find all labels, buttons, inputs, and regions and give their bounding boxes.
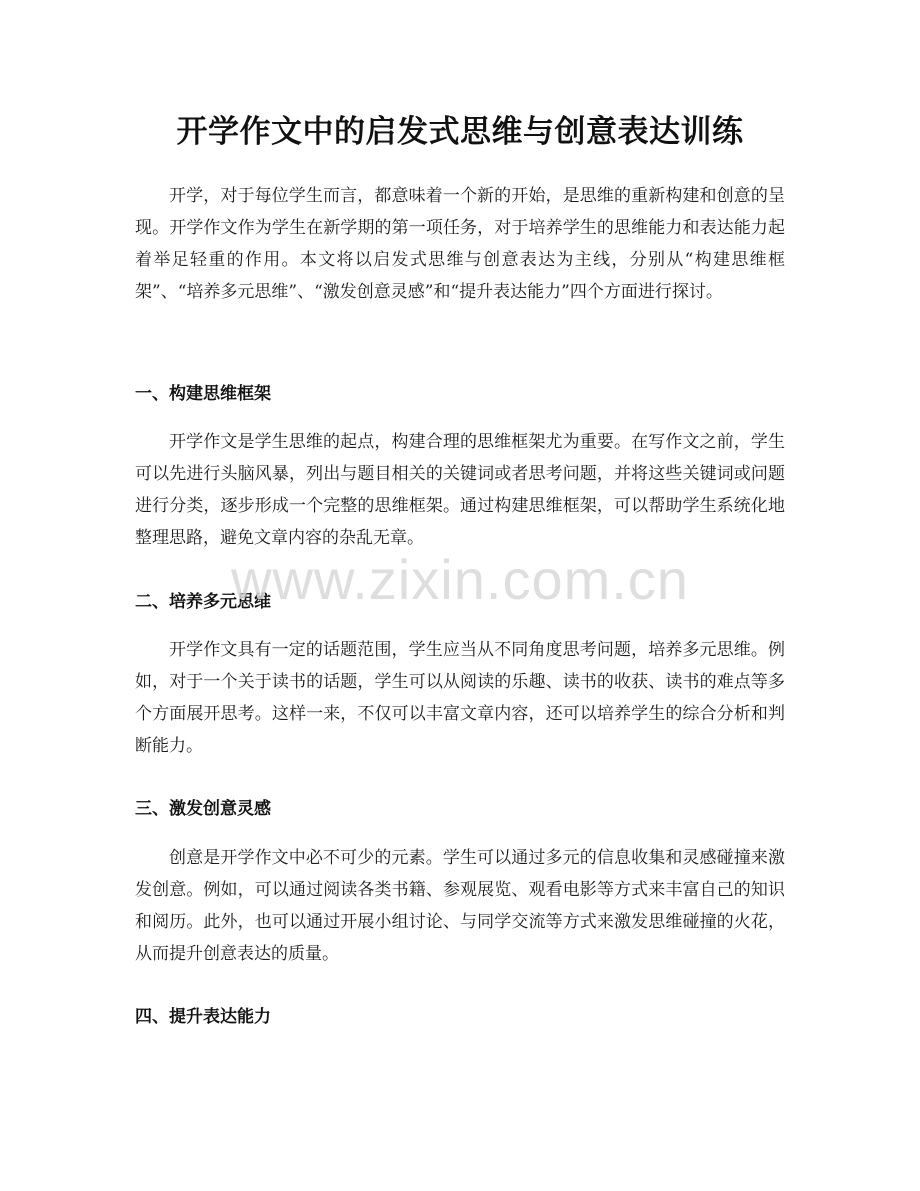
section-2-heading: 二、培养多元思维	[135, 592, 271, 612]
intro-paragraph: 开学，对于每位学生而言，都意味着一个新的开始，是思维的重新构建和创意的呈现。开学作文作为学生在新学期的第一项任务，对于培养学生的思维能力和表达能力起着举足轻重的作用。本文将以启发式思维与创意表达为主线，分别从“构建思维框架”、“培养多元思维”、“激发创意灵感”和“提升表达能力”四个方面进行探讨。	[135, 186, 785, 302]
section-1-paragraph: 开学作文是学生思维的起点，构建合理的思维框架尤为重要。在写作文之前，学生可以先进行头脑风暴，列出与题目相关的关键词或者思考问题，并将这些关键词或问题进行分类，逐步形成一个完整的思维框架。通过构建思维框架，可以帮助学生系统化地整理思路，避免文章内容的杂乱无章。	[135, 432, 785, 548]
section-2-paragraph: 开学作文具有一定的话题范围，学生应当从不同角度思考问题，培养多元思维。例如，对于一个关于读书的话题，学生可以从阅读的乐趣、读书的收获、读书的难点等多个方面展开思考。这样一来，不仅可以丰富文章内容，还可以培养学生的综合分析和判断能力。	[135, 640, 785, 756]
section-4-heading: 四、提升表达能力	[135, 1007, 271, 1027]
section-3-heading: 三、激发创意灵感	[135, 799, 271, 819]
section-3-paragraph: 创意是开学作文中必不可少的元素。学生可以通过多元的信息收集和灵感碰撞来激发创意。例如，可以通过阅读各类书籍、参观展览、观看电影等方式来丰富自己的知识和阅历。此外，也可以通过开展小组讨论、与同学交流等方式来激发思维碰撞的火花，从而提升创意表达的质量。	[135, 848, 785, 964]
document-title: 开学作文中的启发式思维与创意表达训练	[176, 114, 744, 150]
section-1-heading: 一、构建思维框架	[135, 384, 271, 404]
watermark: www.zixin.com.cn	[231, 548, 689, 611]
